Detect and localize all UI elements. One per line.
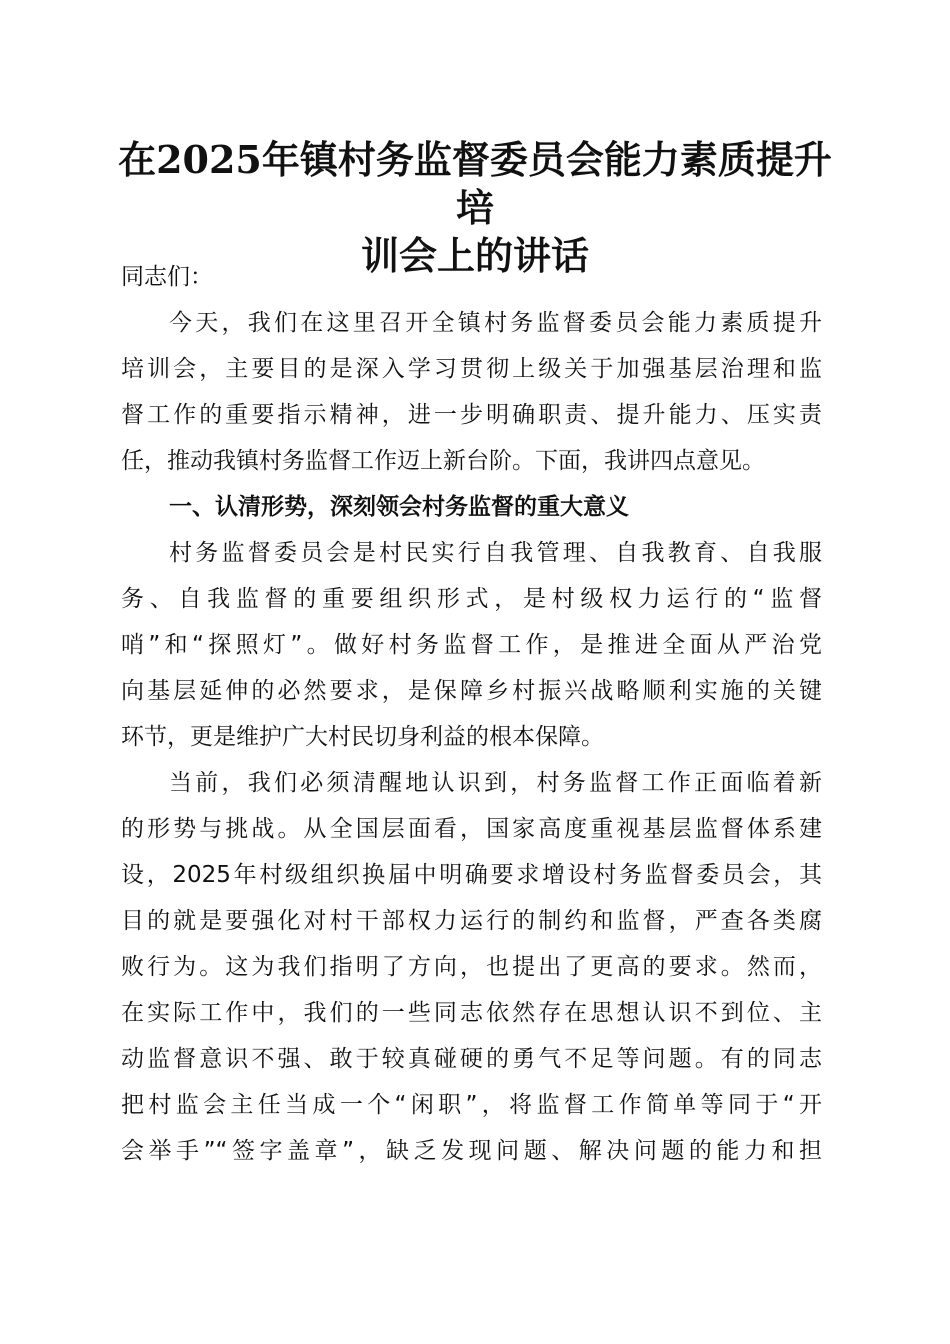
body-line: 当前，我们必须清醒地认识到，村务监督工作正面临着新 bbox=[169, 770, 822, 796]
salutation: 同志们： bbox=[121, 264, 213, 290]
title-line-1: 在2025年镇村务监督委员会能力素质提升培 bbox=[118, 137, 832, 230]
body-line: 督工作的重要指示精神，进一步明确职责、提升能力、压实责 bbox=[121, 402, 822, 428]
section-heading: 一、认清形势，深刻领会村务监督的重大意义 bbox=[169, 494, 629, 520]
body-line: 动监督意识不强、敢于较真碰硬的勇气不足等问题。有的同志 bbox=[121, 1046, 822, 1072]
body-line: 目的就是要强化对村干部权力运行的制约和监督，严查各类腐 bbox=[121, 908, 822, 934]
body-line: 向基层延伸的必然要求，是保障乡村振兴战略顺利实施的关键 bbox=[121, 678, 822, 704]
body-line: 的形势与挑战。从全国层面看，国家高度重视基层监督体系建 bbox=[121, 816, 822, 842]
body-line: 在实际工作中，我们的一些同志依然存在思想认识不到位、主 bbox=[121, 1000, 822, 1026]
body-line: 会举手”“签字盖章”，缺乏发现问题、解决问题的能力和担 bbox=[121, 1138, 822, 1164]
body-line: 败行为。这为我们指明了方向，也提出了更高的要求。然而， bbox=[121, 954, 822, 980]
body-line: 设，2025年村级组织换届中明确要求增设村务监督委员会，其 bbox=[121, 862, 822, 888]
title-line-2: 训会上的讲话 bbox=[360, 233, 589, 278]
body-line: 务、自我监督的重要组织形式，是村级权力运行的“监督 bbox=[121, 586, 822, 612]
body-line: 把村监会主任当成一个“闲职”，将监督工作简单等同于“开 bbox=[121, 1092, 822, 1118]
body-line: 哨”和“探照灯”。做好村务监督工作，是推进全面从严治党 bbox=[121, 632, 822, 658]
body-line: 村务监督委员会是村民实行自我管理、自我教育、自我服 bbox=[169, 540, 822, 566]
body-line: 今天，我们在这里召开全镇村务监督委员会能力素质提升 bbox=[169, 310, 822, 336]
document-body bbox=[121, 254, 822, 1174]
body-line: 任，推动我镇村务监督工作迈上新台阶。下面，我讲四点意见。 bbox=[121, 448, 765, 474]
body-line: 培训会，主要目的是深入学习贯彻上级关于加强基层治理和监 bbox=[121, 356, 822, 382]
body-line: 环节，更是维护广大村民切身利益的根本保障。 bbox=[121, 724, 604, 750]
